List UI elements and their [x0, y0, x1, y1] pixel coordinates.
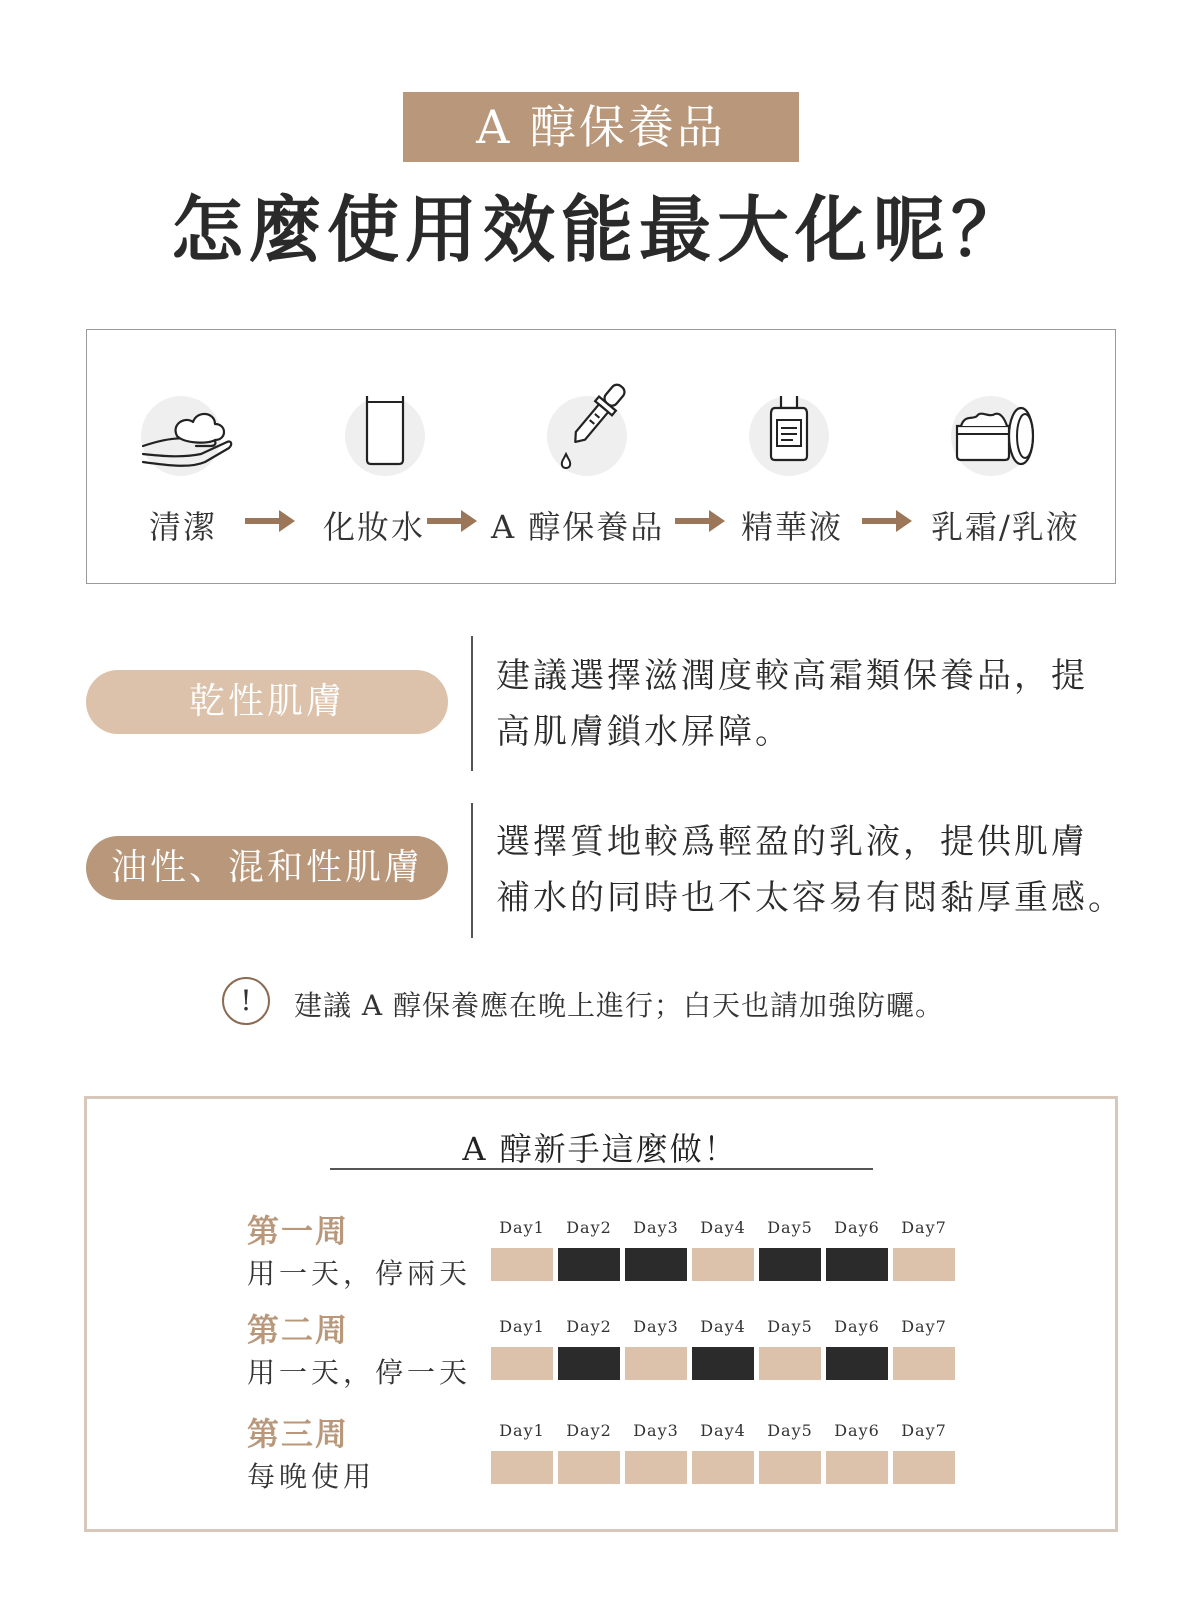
- use-day-cell: [558, 1451, 620, 1484]
- page-title: 怎麼使用效能最大化呢？: [170, 187, 1029, 272]
- use-day-cell: [826, 1451, 888, 1484]
- day-label: Day6: [834, 1317, 880, 1336]
- use-day-cell: [759, 1347, 821, 1380]
- divider: [471, 636, 473, 771]
- day-label: Day7: [901, 1421, 947, 1440]
- arrow-right-icon: [862, 508, 912, 534]
- day-label: Day2: [566, 1317, 612, 1336]
- arrow-right-icon: [675, 508, 725, 534]
- step-label-retinol: A 醇保養品: [491, 508, 665, 546]
- rest-day-cell: [558, 1248, 620, 1281]
- use-day-cell: [893, 1451, 955, 1484]
- week-title: 第二周: [247, 1311, 350, 1349]
- toner-bottle-icon: [345, 396, 425, 476]
- header-tag: A 醇保養品: [403, 92, 799, 162]
- day-label: Day3: [633, 1218, 679, 1237]
- arrow-right-icon: [245, 508, 295, 534]
- day-label: Day6: [834, 1421, 880, 1440]
- day-label: Day4: [700, 1317, 746, 1336]
- use-day-cell: [692, 1451, 754, 1484]
- cream-jar-icon: [951, 396, 1031, 476]
- serum-bottle-icon: [749, 396, 829, 476]
- day-label: Day1: [499, 1317, 545, 1336]
- dropper-icon: [547, 396, 627, 476]
- rest-day-cell: [759, 1248, 821, 1281]
- skin-type-dry-pill: 乾性肌膚: [86, 670, 448, 734]
- day-label: Day5: [767, 1421, 813, 1440]
- use-day-cell: [491, 1248, 553, 1281]
- skin-type-oily-pill: 油性、混和性肌膚: [86, 836, 448, 900]
- day-label: Day2: [566, 1218, 612, 1237]
- day-label: Day2: [566, 1421, 612, 1440]
- rest-day-cell: [826, 1248, 888, 1281]
- day-label: Day7: [901, 1317, 947, 1336]
- use-day-cell: [625, 1347, 687, 1380]
- plan-title-underline: [330, 1168, 873, 1170]
- week-desc: 每晚使用: [247, 1460, 376, 1493]
- warning-icon: !: [222, 977, 270, 1025]
- use-day-cell: [692, 1248, 754, 1281]
- use-day-cell: [491, 1347, 553, 1380]
- divider: [471, 803, 473, 938]
- step-label-serum: 精華液: [741, 508, 844, 546]
- rest-day-cell: [826, 1347, 888, 1380]
- desc-line: 高肌膚鎖水屏障。: [496, 712, 792, 752]
- usage-note: 建議 A 醇保養應在晚上進行；白天也請加強防曬。: [294, 989, 945, 1022]
- day-label: Day5: [767, 1317, 813, 1336]
- day-label: Day4: [700, 1218, 746, 1237]
- step-label-toner: 化妝水: [323, 508, 426, 546]
- arrow-right-icon: [427, 508, 477, 534]
- skin-type-oily-desc: [496, 814, 1176, 926]
- use-day-cell: [893, 1347, 955, 1380]
- step-label-cleanse: 清潔: [149, 508, 218, 546]
- rest-day-cell: [692, 1347, 754, 1380]
- use-day-cell: [893, 1248, 955, 1281]
- week-desc: 用一天，停一天: [247, 1356, 472, 1389]
- desc-line: 補水的同時也不太容易有悶黏厚重感。: [496, 878, 1125, 918]
- day-label: Day7: [901, 1218, 947, 1237]
- week-desc: 用一天，停兩天: [247, 1257, 472, 1290]
- plan-title: A 醇新手這麼做！: [462, 1130, 738, 1168]
- foam-hand-icon: [141, 396, 221, 476]
- desc-line: 選擇質地較爲輕盈的乳液，提供肌膚: [496, 822, 1088, 862]
- week-title: 第一周: [247, 1212, 350, 1250]
- desc-line: 建議選擇滋潤度較高霜類保養品，提: [496, 656, 1088, 696]
- day-label: Day3: [633, 1317, 679, 1336]
- day-label: Day1: [499, 1218, 545, 1237]
- day-label: Day6: [834, 1218, 880, 1237]
- step-label-cream: 乳霜/乳液: [931, 508, 1080, 546]
- rest-day-cell: [625, 1248, 687, 1281]
- week-title: 第三周: [247, 1415, 350, 1453]
- day-label: Day4: [700, 1421, 746, 1440]
- use-day-cell: [491, 1451, 553, 1484]
- rest-day-cell: [558, 1347, 620, 1380]
- use-day-cell: [759, 1451, 821, 1484]
- skin-type-dry-desc: [496, 648, 1156, 760]
- day-label: Day1: [499, 1421, 545, 1440]
- day-label: Day5: [767, 1218, 813, 1237]
- use-day-cell: [625, 1451, 687, 1484]
- day-label: Day3: [633, 1421, 679, 1440]
